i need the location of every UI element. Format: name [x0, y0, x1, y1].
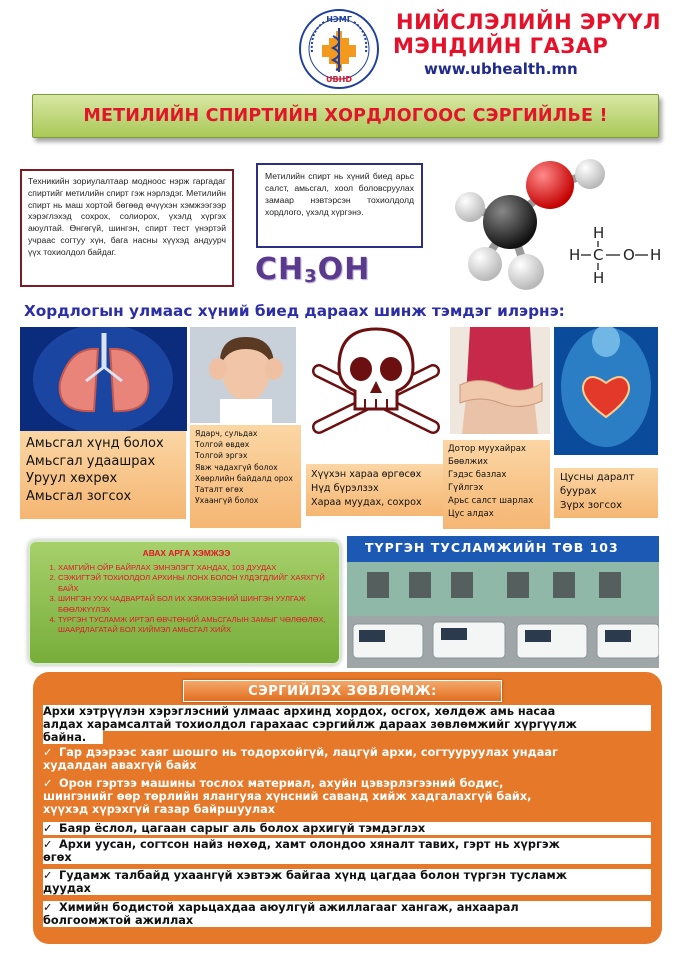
- first-aid-title: АВАХ АРГА ХЭМЖЭЭ: [142, 548, 231, 558]
- prevention-tip-cont: шингэнийг өөр төрлийн ялангуяа хүнсний саванд хийж хадгалахгүй байх,: [43, 790, 532, 803]
- symptom-item: Толгой эргэх: [195, 451, 248, 461]
- symptom-item: Амьсгал хүнд болох: [26, 436, 164, 451]
- prevention-tip-cont: өгөх: [43, 851, 651, 864]
- prevention-title: СЭРГИЙЛЭХ ЗӨВЛӨМЖ:: [248, 683, 437, 699]
- symptom-item: Дотор муухайрах: [448, 444, 526, 454]
- prevention-tip: ✓ Гар дээрээс хаяг шошго нь тодорхойгүй, лацгүй архи, согтууруулах ундааг: [43, 746, 558, 759]
- chemical-formula: $CH_3OH$: [255, 252, 371, 287]
- check-icon: ✓: [43, 838, 53, 851]
- vision-symptoms-list: [306, 464, 445, 516]
- symptom-item: Гүйлгэх: [448, 483, 484, 493]
- org-name-line2: МЭНДИЙН ГАЗАР: [393, 34, 609, 58]
- first-aid-step: 2. СЭЖИГТЭЙ ТОХИОЛДОЛ АРХИНЫ ЛОНХ БОЛОН ҮЛДЭГДЛИЙГ ХАЯХГҮЙ БАЙХ: [58, 573, 329, 594]
- symptom-item: Таталт өгөх: [195, 485, 244, 495]
- symptom-item: Нүд бүрэлзэх: [311, 483, 379, 494]
- first-aid-step: 4. ТҮРГЭН ТУСЛАМЖ ИРТЭЛ ӨВЧТӨНИЙ АМЬСГАЛЫН ЗАМЫГ ЧӨЛӨӨЛӨХ, ШААРДЛАГАТАЙ БОЛ ХИЙМЭЛ АМЬСГАЛ ХИЙХ: [58, 615, 329, 636]
- symptom-item: Цус алдах: [448, 509, 494, 519]
- check-icon: ✓: [43, 901, 53, 914]
- svg-text:НЭМГ: НЭМГ: [326, 15, 352, 24]
- check-icon: ✓: [43, 777, 53, 790]
- symptom-item: Ухаангүй болох: [195, 496, 259, 506]
- symptom-item: Арьс салст шарлах: [448, 496, 534, 506]
- symptoms-heading: Хордлогын улмаас хүний биед дараах шинж тэмдэг илэрнэ:: [24, 302, 565, 320]
- first-aid-step: 1. ХАМГИЙН ОЙР БАЙРЛАХ ЭМНЭЛЭГТ ХАНДАХ, 103 ДУУДАХ: [58, 563, 329, 573]
- headache-image: [190, 327, 296, 423]
- prevention-tip: ✓ Орон гэртээ машины тослох материал, ахуйн цэвэрлэгээний бодис,: [43, 777, 504, 790]
- prevention-tip-cont: хүүхэд хүрэхгүй газар байршуулах: [43, 803, 276, 816]
- prevention-intro-line: байна.: [43, 731, 103, 744]
- svg-text:C: C: [593, 246, 604, 264]
- check-icon: ✓: [43, 869, 53, 882]
- symptom-item: Бөөлжих: [448, 457, 488, 467]
- symptom-item: Ядарч, сульдах: [195, 429, 258, 438]
- symptom-item: Цусны даралт буурах: [560, 472, 635, 497]
- org-url-link[interactable]: www.ubhealth.mn: [424, 60, 578, 78]
- nervous-symptoms-list: [190, 425, 301, 528]
- prevention-intro-line: алдах харамсалтай тохиолдол гарахаас сэргийлж дараах зөвлөмжийг хүргүүлж: [43, 718, 651, 731]
- stomach-pain-image: [450, 327, 550, 434]
- skull-crossbones-icon: [305, 323, 448, 441]
- symptom-item: Толгой өвдөх: [195, 440, 250, 450]
- prevention-tip: ✓ Баяр ёслол, цагаан сарыг аль болох архигүй тэмдэглэх: [43, 822, 651, 835]
- svg-text:H: H: [593, 224, 605, 242]
- prevention-intro-line: Архи хэтрүүлэн хэрэглэсний улмаас архинд хордох, осгох, хөлдөж амь насаа: [43, 705, 651, 718]
- prevention-tip: ✓ Химийн бодистой харьцахдаа аюулгүй ажиллагааг хангаж, анхаарал: [43, 901, 651, 914]
- prevention-tip-cont: болгоомжтой ажиллах: [43, 914, 651, 927]
- prevention-tip: ✓ Гудамж талбайд ухаангүй хэвтэж байгаа хүнд цагдаа болон түргэн тусламж: [43, 869, 651, 882]
- symptom-item: Амьсгал удаашрах: [26, 453, 156, 469]
- methanol-molecule-illustration: [430, 152, 670, 302]
- symptom-item: Хараа муудах, сохрох: [311, 497, 422, 508]
- svg-text:H: H: [569, 246, 581, 264]
- symptom-item: Амьсгал зогсох: [26, 488, 132, 504]
- ambulance-center-sign: ТҮРГЭН ТУСЛАМЖИЙН ТӨВ 103: [365, 540, 619, 555]
- symptom-item: Хүүхэн хараа өргөсөх: [311, 469, 422, 480]
- symptom-item: Явж чадахгүй болох: [195, 462, 278, 472]
- first-aid-steps: [44, 563, 329, 636]
- respiratory-symptoms-list: [20, 431, 186, 519]
- prevention-tip: ✓ Архи уусан, согтсон найз нөхөд, хамт олондоо хяналт тавих, гэрт нь хүргэж: [43, 838, 651, 851]
- check-icon: ✓: [43, 822, 53, 835]
- intro-right-text: Метилийн спирт нь хүний биед арьс салст, амьсгал, хоол боловсруулах замаар нэвтэрсэн тохиолдолд хордлого, үхэлд хүргэнэ.: [256, 163, 423, 248]
- ubhd-logo: [298, 8, 380, 90]
- symptom-item: Уруул хөхрөх: [26, 471, 118, 486]
- title-banner: [32, 94, 659, 138]
- heart-image: [554, 327, 658, 455]
- svg-text:O: O: [623, 246, 635, 264]
- cardio-symptoms-list: [554, 468, 658, 518]
- symptom-item: Гэдэс базлах: [448, 470, 507, 480]
- org-name-line1: НИЙСЛЭЛИЙН ЭРҮҮЛ: [396, 10, 662, 34]
- page-title: МЕТИЛИЙН СПИРТИЙН ХОРДЛОГООС СЭРГИЙЛЬЕ !: [83, 106, 608, 126]
- prevention-tip-cont: дуудах: [43, 882, 651, 895]
- check-icon: ✓: [43, 746, 53, 759]
- symptom-item: Зүрх зогсох: [560, 500, 622, 511]
- ambulance-building-picture: [347, 536, 659, 668]
- svg-text:H: H: [593, 269, 605, 287]
- digestive-symptoms-list: [443, 440, 550, 529]
- intro-left-text: Техникийн зориулалтаар модноос нэрж гаргадаг спиртийг метилийн спирт гэж нэрлэдэг. Метилийн спирт нь маш хортой бөгөөд өчүүхэн хэмжээгээр хэрэглэхэд сохрох, солиорох, үхэлд хүргэх аюултай. Өнгөгүй, шингэн, спирт тест үнэртэй учраас согтуу хүн, бага насны хүүхэд андуурч үүх тохиолдол байдаг.: [20, 169, 234, 287]
- first-aid-step: 3. ШИНГЭН УУХ ЧАДВАРТАЙ БОЛ ИХ ХЭМЖЭЭНИЙ ШИНГЭН УУЛГАЖ БӨӨЛЖҮҮЛЭХ: [58, 594, 329, 615]
- svg-text:UBHD: UBHD: [326, 75, 352, 84]
- ambulance-center-photo: [347, 536, 659, 668]
- svg-text:H: H: [650, 246, 662, 264]
- lungs-image: [20, 327, 187, 431]
- symptom-item: Хөөрлийн байдалд орох: [195, 473, 293, 483]
- prevention-title-bar: [183, 680, 502, 702]
- first-aid-box: [28, 540, 341, 665]
- prevention-tip-cont: худалдан авахгүй байх: [43, 759, 197, 772]
